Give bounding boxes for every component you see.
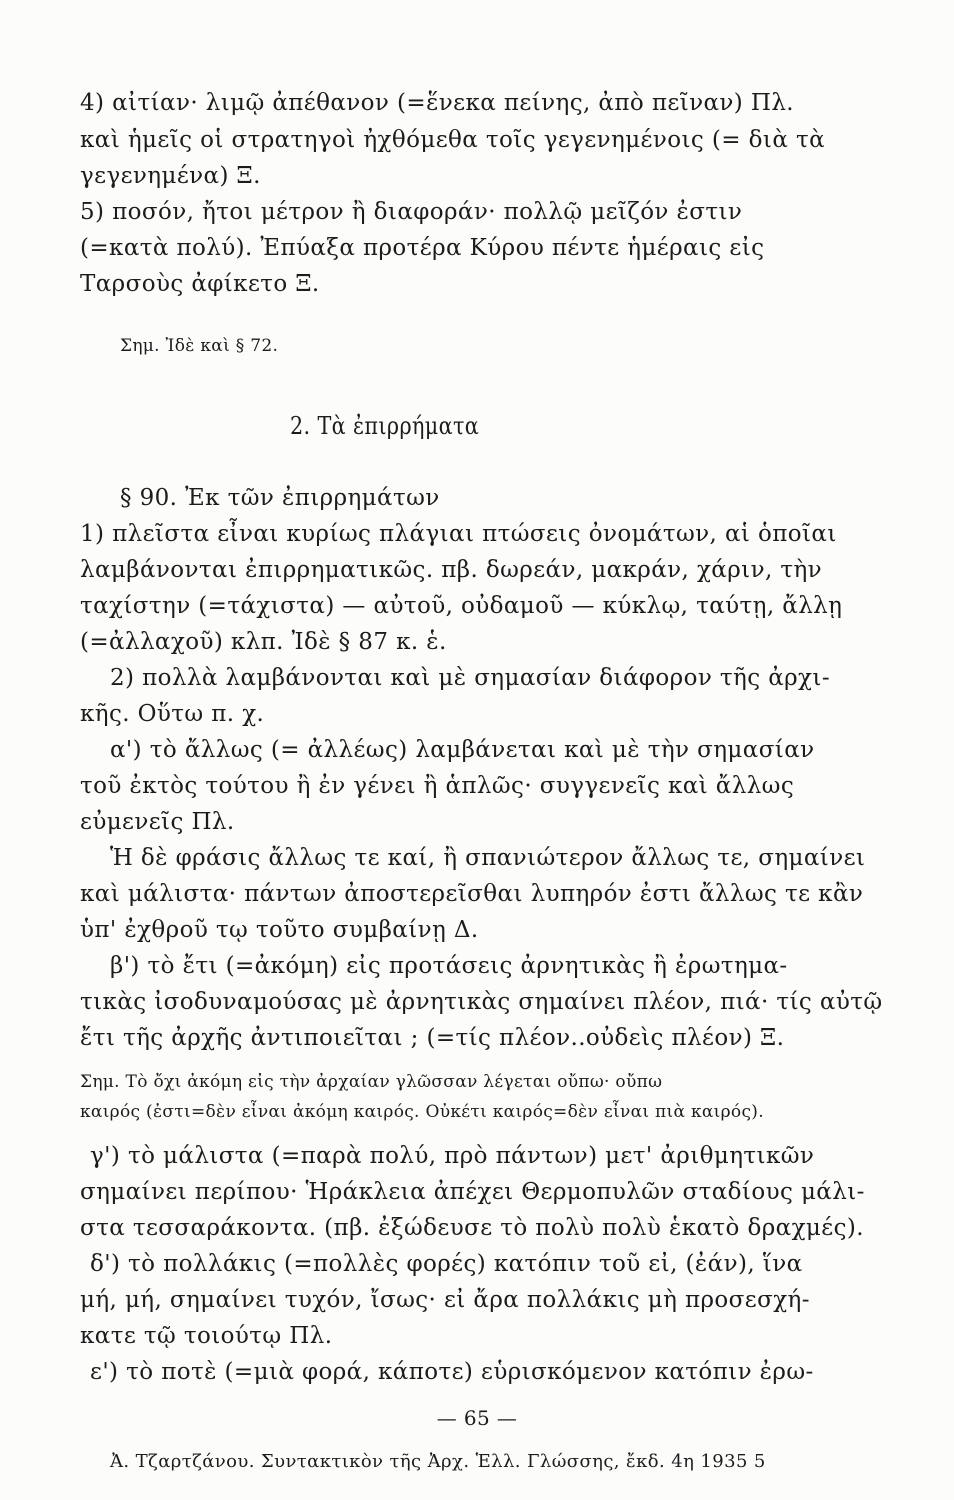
text-line: εὐμενεῖς Πλ.: [80, 809, 235, 835]
text-line: δ') τὸ πολλάκις (=πολλὲς φορές) κατόπιν τοῦ εἰ, (ἐάν), ἵνα: [90, 1251, 803, 1277]
section-heading: 2. Τὰ ἐπιρρήματα: [290, 412, 480, 440]
paragraph-heading: § 90. Ἐκ τῶν ἐπιρρημάτων: [120, 485, 440, 511]
text-line: καὶ ἡμεῖς οἱ στρατηγοὶ ἠχθόμεθα τοῖς γεγενημένοις (= διὰ τὰ: [80, 127, 826, 153]
text-line: γ') τὸ μάλιστα (=παρὰ πολύ, πρὸ πάντων) μετ' ἀριθμητικῶν: [90, 1143, 815, 1169]
text-line: ταχίστην (=τάχιστα) — αὐτοῦ, οὐδαμοῦ — κύκλῳ, ταύτῃ, ἄλλῃ: [80, 593, 843, 619]
text-line: καὶ μάλιστα· πάντων ἀποστερεῖσθαι λυπηρόν ἐστι ἄλλως τε κἂν: [80, 881, 864, 907]
text-line: κατε τῷ τοιούτῳ Πλ.: [80, 1323, 333, 1349]
text-line: γεγενημένα) Ξ.: [80, 163, 261, 189]
footer-citation: Ἀ. Τζαρτζάνου. Συντακτικὸν τῆς Ἀρχ. Ἑλλ. Γλώσσης, ἔκδ. 4η 1935 5: [110, 1451, 766, 1472]
text-line: τικὰς ἰσοδυναμούσας μὲ ἀρνητικὰς σημαίνει πλέον, πιά· τίς αὐτῷ: [80, 989, 883, 1015]
text-line: κῆς. Οὕτω π. χ.: [80, 701, 265, 727]
text-line: μή, μή, σημαίνει τυχόν, ἴσως· εἰ ἄρα πολλάκις μὴ προσεσχή-: [80, 1287, 810, 1313]
text-line: λαμβάνονται ἐπιρρηματικῶς. πβ. δωρεάν, μακράν, χάριν, τὴν: [80, 557, 823, 583]
note-line: Σημ. Ἰδὲ καὶ § 72.: [120, 336, 279, 356]
text-line: 2) πολλὰ λαμβάνονται καὶ μὲ σημασίαν διάφορον τῆς ἀρχι-: [110, 665, 830, 691]
page-number: — 65 —: [436, 1406, 518, 1430]
text-line: 5) ποσόν, ἤτοι μέτρον ἢ διαφοράν· πολλῷ μεῖζόν ἐστιν: [80, 199, 743, 225]
text-line: β') τὸ ἔτι (=ἀκόμη) εἰς προτάσεις ἀρνητικὰς ἢ ἐρωτημα-: [110, 953, 788, 979]
text-line: ἔτι τῆς ἀρχῆς ἀντιποιεῖται ; (=τίς πλέον..οὐδεὶς πλέον) Ξ.: [80, 1025, 785, 1051]
text-line: (=ἀλλαχοῦ) κλπ. Ἰδὲ § 87 κ. ἑ.: [80, 629, 447, 655]
note-line: Σημ. Τὸ ὄχι ἀκόμη εἰς τὴν ἀρχαίαν γλῶσσαν λέγεται οὔπω· οὔπω: [80, 1072, 663, 1092]
text-line: τοῦ ἐκτὸς τούτου ἢ ἐν γένει ἢ ἁπλῶς· συγγενεῖς καὶ ἄλλως: [80, 773, 795, 799]
text-line: Ἡ δὲ φράσις ἄλλως τε καί, ἢ σπανιώτερον ἄλλως τε, σημαίνει: [110, 845, 866, 871]
text-line: 4) αἰτίαν· λιμῷ ἀπέθανον (=ἕνεκα πείνης, ἀπὸ πεῖναν) Πλ.: [80, 90, 795, 116]
text-line: ε') τὸ ποτὲ (=μιὰ φορά, κάποτε) εὑρισκόμενον κατόπιν ἐρω-: [90, 1359, 814, 1385]
text-line: ὑπ' ἐχθροῦ τῳ τοῦτο συμβαίνῃ Δ.: [80, 917, 479, 943]
text-line: στα τεσσαράκοντα. (πβ. ἐξώδευσε τὸ πολὺ πολὺ ἑκατὸ δραχμές).: [80, 1215, 864, 1241]
text-line: α') τὸ ἄλλως (= ἀλλέως) λαμβάνεται καὶ μὲ τὴν σημασίαν: [110, 737, 815, 763]
text-line: Ταρσοὺς ἀφίκετο Ξ.: [80, 271, 320, 297]
text-line: (=κατὰ πολύ). Ἐπύαξα προτέρα Κύρου πέντε ἡμέραις εἰς: [80, 235, 765, 261]
note-line: καιρός (ἐστι=δὲν εἶναι ἀκόμη καιρός. Οὐκέτι καιρός=δὲν εἶναι πιὰ καιρός).: [80, 1102, 764, 1122]
text-line: 1) πλεῖστα εἶναι κυρίως πλάγιαι πτώσεις ὀνομάτων, αἱ ὁποῖαι: [80, 521, 837, 547]
text-line: σημαίνει περίπου· Ἡράκλεια ἀπέχει Θερμοπυλῶν σταδίους μάλι-: [80, 1179, 865, 1205]
